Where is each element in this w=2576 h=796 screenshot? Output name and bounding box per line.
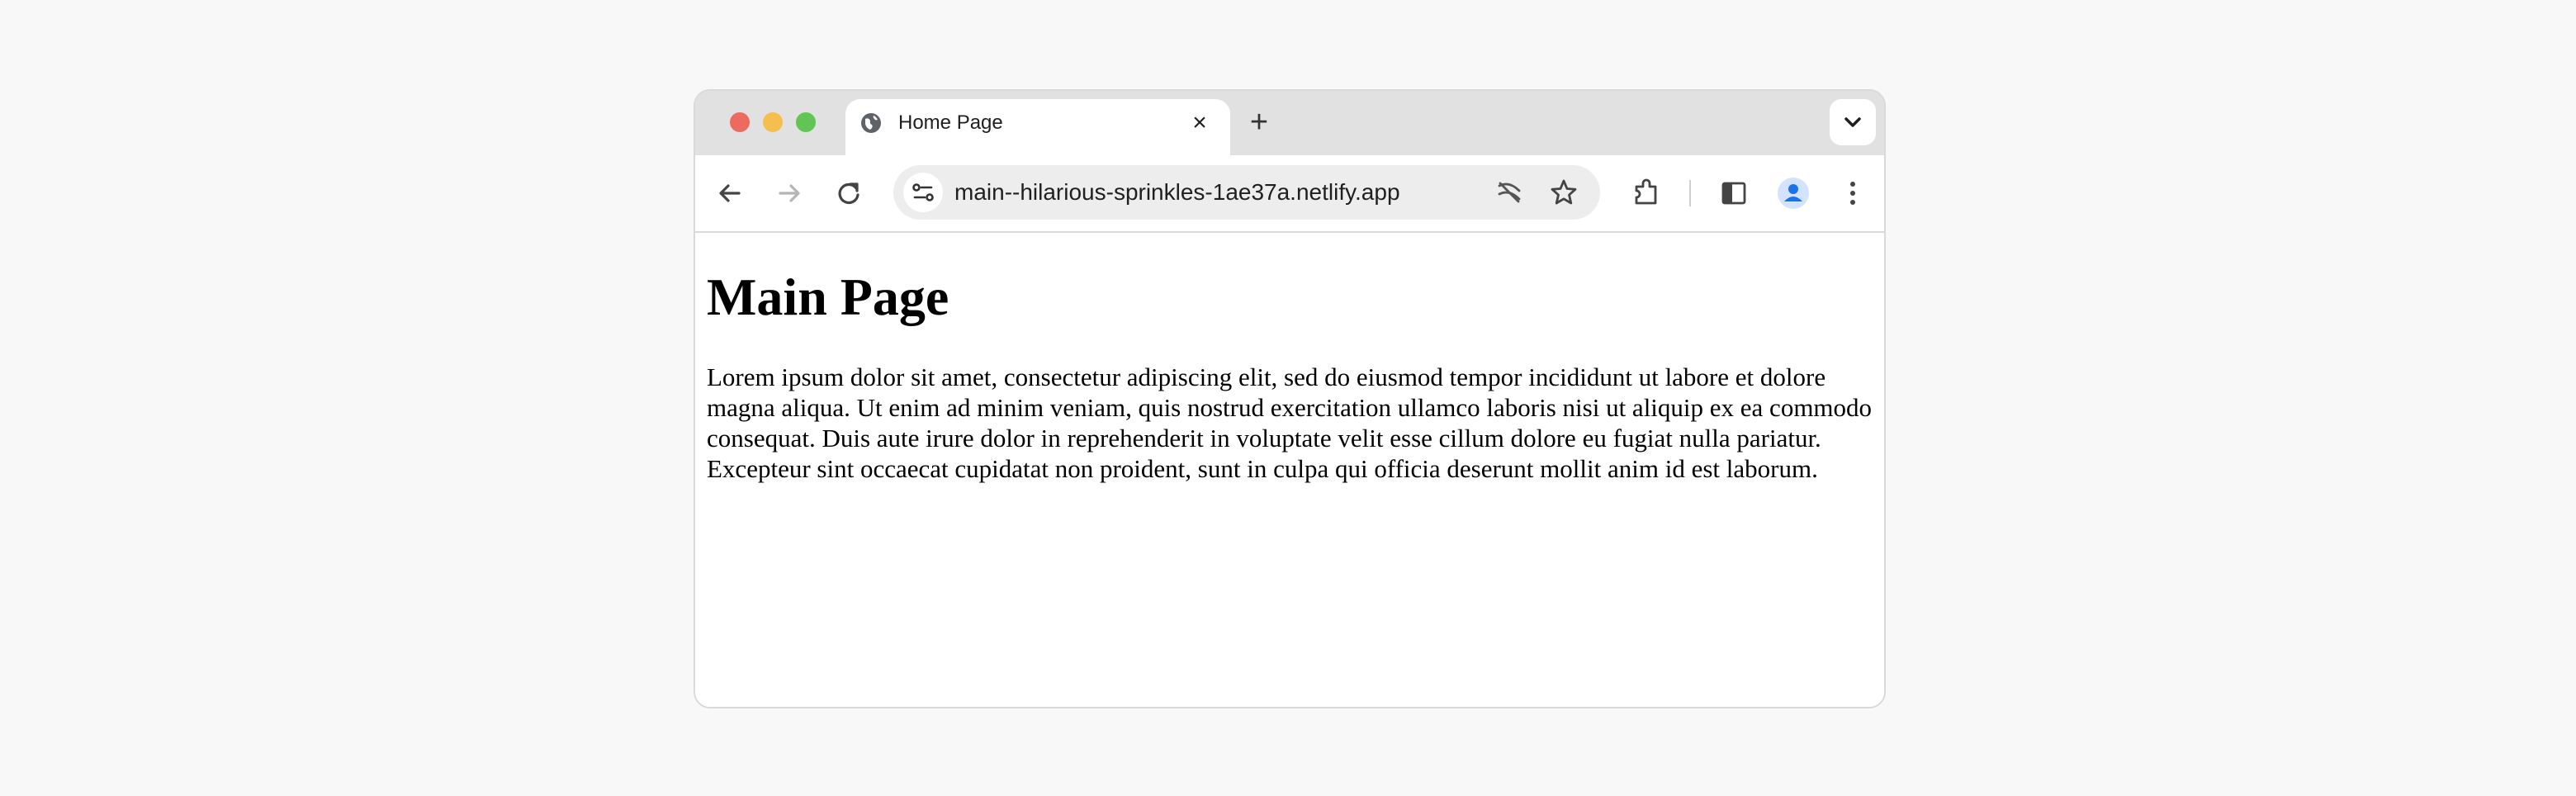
address-bar[interactable] — [893, 165, 1600, 220]
tab-home-page[interactable] — [845, 99, 1230, 155]
reload-icon[interactable] — [831, 175, 867, 211]
extensions-icon[interactable] — [1628, 175, 1664, 211]
forward-arrow-icon[interactable] — [771, 175, 807, 211]
browser-window — [694, 89, 1886, 708]
site-info-button[interactable] — [903, 173, 943, 212]
side-panel-icon[interactable] — [1716, 175, 1752, 211]
page-content — [695, 233, 1884, 707]
page-title: Main Page — [707, 268, 949, 326]
site-info-icon — [903, 173, 943, 212]
more-menu-icon[interactable] — [1835, 175, 1871, 211]
globe-icon — [859, 111, 883, 135]
back-arrow-icon[interactable] — [712, 175, 748, 211]
tab-search-button[interactable] — [1830, 99, 1876, 145]
tab-title: Home Page — [898, 111, 1003, 134]
no-tracking-icon[interactable] — [1491, 174, 1527, 211]
profile-icon[interactable] — [1775, 175, 1811, 211]
tab-strip — [695, 91, 1884, 155]
chevron-down-icon — [1830, 99, 1876, 145]
maximize-window-button[interactable] — [796, 112, 816, 132]
url-text[interactable]: main--hilarious-sprinkles-1ae37a.netlify.app — [954, 179, 1400, 205]
toolbar-divider — [1689, 180, 1691, 206]
body-paragraph: Lorem ipsum dolor sit amet, consectetur adipiscing elit, sed do eiusmod tempor incididunt ut labore et dolore magna aliqua. Ut enim ad minim veniam, quis nostrud exercitation ullamco laboris nisi ut aliquip ex ea commodo consequat. Duis aute irure dolor in reprehenderit in voluptate velit esse cillum dolore eu fugiat nulla pariatur. Excepteur sint occaecat cupidatat non proident, sunt in culpa qui officia deserunt mollit anim id est laborum. — [707, 362, 1873, 483]
minimize-window-button[interactable] — [763, 112, 783, 132]
tab-close-icon[interactable]: × — [1192, 109, 1207, 136]
new-tab-button[interactable]: + — [1249, 105, 1269, 140]
close-window-button[interactable] — [730, 112, 750, 132]
star-icon[interactable] — [1546, 174, 1582, 211]
browser-toolbar — [695, 155, 1884, 233]
